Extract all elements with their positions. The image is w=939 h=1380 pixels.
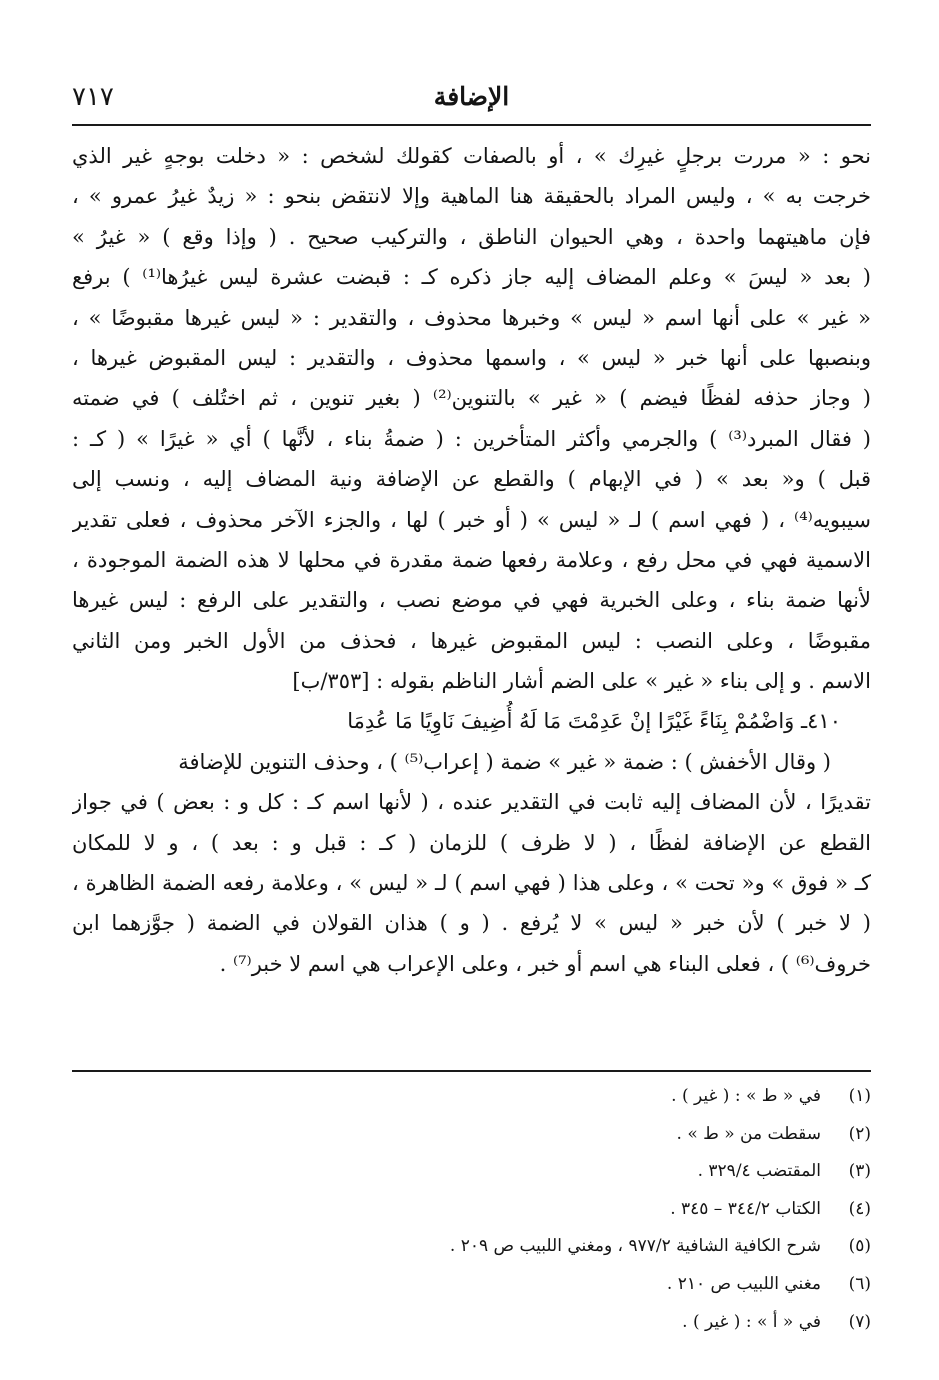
body-line: ( لا خبر ) لأن خبر « ليس » لا يُرفع . ( و ) هذان القولان في الضمة ( جوَّزهما ابن — [72, 911, 871, 936]
body-line: القطع عن الإضافة لفظًا ، ( لا ظرف ) للزمان ( كـ : قبل و : بعد ) ، و لا للمكان — [72, 830, 871, 855]
body-line: قبل ) و« بعد » ( في الإبهام ) والقطع عن الإضافة ونية المضاف إليه ، ونسب إلى — [72, 467, 871, 492]
body-line: خرجت به » ، وليس المراد بالحقيقة هنا الماهية وإلا لانتقض بنحو : « زيدٌ غيرُ عمرو » ، — [72, 184, 871, 209]
footnote-text: مغني اللبيب ص ٢١٠ . — [666, 1273, 821, 1294]
body-line: سيبويه⁽⁴⁾ ، ( فهي اسم ) لـ « ليس » ( أو خبر ) لها ، والجزء الآخر محذوف ، فعلى تقدير — [72, 507, 871, 532]
verse-line: ٤١٠ـ وَاضْمُمْ بِنَاءً غَيْرًا إنْ عَدِمْتَ مَا لَهُ أُضِيفَ نَاوِيًا مَا عُدِمَا — [347, 709, 841, 734]
footnote-text: الكتاب ٣٤٤/٢ – ٣٤٥ . — [670, 1198, 821, 1219]
footnote-number: (١) — [848, 1086, 871, 1106]
body-line: « غير » على أنها اسم « ليس » وخبرها محذوف ، والتقدير : « ليس غيرها مقبوضًا » ، — [72, 305, 871, 330]
footnote-text: في « أ » : ( غير ) . — [682, 1311, 821, 1332]
body-line: ( فقال المبرد⁽³⁾ ) والجرمي وأكثر المتأخرين : ( ضمةُ بناء ، لأنَّها ) أي « غيرًا » ( كـ : — [72, 426, 871, 451]
body-line: ( وجاز حذفه لفظًا فيضم ) « غير » بالتنوين⁽²⁾ ( بغير تنوين ، ثم اختُلف ) في ضمته — [72, 386, 871, 411]
footnote — [72, 1153, 871, 1191]
body-line: نحو : « مررت برجلٍ غيرِك » ، أو بالصفات كقولك لشخص : « دخلت بوجهٍ غير الذي — [72, 144, 871, 168]
footnote — [72, 1228, 871, 1266]
page-header — [72, 80, 871, 126]
footnotes — [72, 1078, 871, 1341]
body-line: ( بعد « ليسَ » وعلم المضاف إليه جاز ذكره كـ : قبضت عشرة ليس غيرُها⁽¹⁾ ) برفع — [72, 265, 871, 290]
footnote-number: (٧) — [848, 1311, 871, 1332]
footnote — [72, 1116, 871, 1154]
page-number: ٧١٧ — [72, 82, 114, 112]
footnote — [72, 1304, 871, 1342]
footnote — [72, 1266, 871, 1304]
footnote — [72, 1191, 871, 1229]
running-title: الإضافة — [433, 82, 510, 111]
footnote-text: شرح الكافية الشافية ٩٧٧/٢ ، ومغني اللبيب ص ٢٠٩ . — [449, 1236, 821, 1257]
body-line: الاسمية فهي في محل رفع ، وعلامة رفعها ضمة مقدرة في محلها لا هذه الضمة الموجودة ، — [72, 547, 871, 572]
footnote-text: المقتضب ٣٢٩/٤ . — [697, 1161, 821, 1182]
footnote — [72, 1078, 871, 1116]
footnote-number: (٤) — [848, 1198, 871, 1219]
body-text — [72, 136, 871, 984]
footnote-number: (٦) — [848, 1273, 871, 1294]
body-line: وبنصبها على أنها خبر « ليس » ، واسمها محذوف ، والتقدير : ليس المقبوض غيرها ، — [72, 345, 871, 370]
footnote-text: سقطت من « ط » . — [676, 1123, 821, 1144]
body-line: ( وقال الأخفش ) : ضمة « غير » ضمة ( إعراب⁽⁵⁾ ) ، وحذف التنوين للإضافة — [178, 749, 831, 774]
footnote-number: (٢) — [848, 1123, 871, 1144]
body-line: فإن ماهيتهما واحدة ، وهي الحيوان الناطق ، والتركيب صحيح . ( وإذا وقع ) « غيرُ » — [72, 224, 871, 249]
body-line: مقبوضًا ، وعلى النصب : ليس المقبوض غيرها ، فحذف من الأول الخبر ومن الثاني — [72, 628, 871, 653]
body-line: تقديرًا ، لأن المضاف إليه ثابت في التقدير عنده ، ( لأنها اسم كـ : كل و : بعض ) في جواز — [72, 790, 871, 815]
footnote-number: (٥) — [848, 1236, 871, 1257]
body-line: لأنها ضمة بناء ، وعلى الخبرية فهي في موضع نصب ، والتقدير على الرفع : ليس غيرها — [72, 588, 871, 613]
footnote-divider — [72, 1070, 871, 1072]
footnote-number: (٣) — [848, 1161, 871, 1182]
body-line: كـ « فوق » و« تحت » ، وعلى هذا ( فهي اسم ) لـ « ليس » ، وعلامة رفعه الضمة الظاهرة ، — [72, 871, 871, 896]
body-line: خروف⁽⁶⁾ ) ، فعلى البناء هي اسم أو خبر ، وعلى الإعراب هي اسم لا خبر⁽⁷⁾ . — [219, 951, 871, 976]
body-line: الاسم . و إلى بناء « غير » على الضم أشار الناظم بقوله : [٣٥٣/ب] — [292, 669, 871, 694]
footnote-text: في « ط » : ( غير ) . — [671, 1086, 821, 1106]
